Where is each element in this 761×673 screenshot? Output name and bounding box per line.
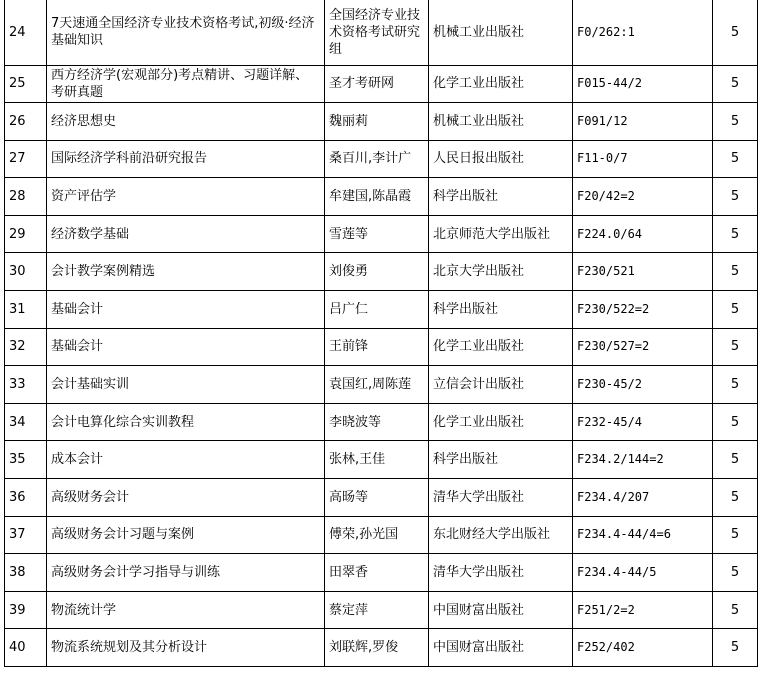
book-publisher: 立信会计出版社: [429, 366, 573, 404]
copy-count: 5: [713, 554, 758, 592]
call-number: F251/2=2: [573, 591, 713, 629]
copy-count: 5: [713, 215, 758, 253]
copy-count: 5: [713, 65, 758, 103]
call-number: F0/262:1: [573, 0, 713, 65]
book-author: 刘联辉,罗俊: [325, 629, 429, 667]
call-number: F230/521: [573, 253, 713, 291]
book-author: 张林,王佳: [325, 441, 429, 479]
book-title: 经济思想史: [47, 103, 325, 141]
book-title: 基础会计: [47, 291, 325, 329]
book-publisher: 北京大学出版社: [429, 253, 573, 291]
book-publisher: 科学出版社: [429, 441, 573, 479]
book-author: 李晓波等: [325, 403, 429, 441]
call-number: F234.4-44/4=6: [573, 516, 713, 554]
book-publisher: 科学出版社: [429, 291, 573, 329]
book-publisher: 东北财经大学出版社: [429, 516, 573, 554]
book-title: 经济数学基础: [47, 215, 325, 253]
copy-count: 5: [713, 178, 758, 216]
book-publisher: 人民日报出版社: [429, 140, 573, 178]
call-number: F252/402: [573, 629, 713, 667]
row-number: 29: [5, 215, 47, 253]
book-publisher: 化学工业出版社: [429, 328, 573, 366]
copy-count: 5: [713, 403, 758, 441]
row-number: 32: [5, 328, 47, 366]
table-row: [5, 291, 758, 329]
row-number: 40: [5, 629, 47, 667]
book-title: 7天速通全国经济专业技术资格考试,初级·经济基础知识: [47, 0, 325, 65]
copy-count: 5: [713, 291, 758, 329]
row-number: 25: [5, 65, 47, 103]
book-author: 吕广仁: [325, 291, 429, 329]
call-number: F230-45/2: [573, 366, 713, 404]
book-publisher: 机械工业出版社: [429, 0, 573, 65]
row-number: 28: [5, 178, 47, 216]
call-number: F234.2/144=2: [573, 441, 713, 479]
call-number: F232-45/4: [573, 403, 713, 441]
call-number: F230/527=2: [573, 328, 713, 366]
call-number: F234.4-44/5: [573, 554, 713, 592]
row-number: 36: [5, 479, 47, 517]
book-title: 物流系统规划及其分析设计: [47, 629, 325, 667]
table-row: [5, 140, 758, 178]
row-number: 30: [5, 253, 47, 291]
row-number: 37: [5, 516, 47, 554]
row-number: 27: [5, 140, 47, 178]
table-row: [5, 403, 758, 441]
copy-count: 5: [713, 328, 758, 366]
copy-count: 5: [713, 366, 758, 404]
copy-count: 5: [713, 516, 758, 554]
book-title: 高级财务会计学习指导与训练: [47, 554, 325, 592]
call-number: F015-44/2: [573, 65, 713, 103]
book-title: 国际经济学科前沿研究报告: [47, 140, 325, 178]
copy-count: 5: [713, 103, 758, 141]
book-author: 田翠香: [325, 554, 429, 592]
call-number: F11-0/7: [573, 140, 713, 178]
table-row: [5, 441, 758, 479]
book-author: 全国经济专业技术资格考试研究组: [325, 0, 429, 65]
copy-count: 5: [713, 140, 758, 178]
table-row: [5, 253, 758, 291]
table-row: [5, 0, 758, 65]
book-title: 物流统计学: [47, 591, 325, 629]
call-number: F20/42=2: [573, 178, 713, 216]
book-author: 牟建国,陈晶霞: [325, 178, 429, 216]
book-author: 高旸等: [325, 479, 429, 517]
call-number: F234.4/207: [573, 479, 713, 517]
row-number: 38: [5, 554, 47, 592]
table-row: [5, 591, 758, 629]
row-number: 35: [5, 441, 47, 479]
row-number: 39: [5, 591, 47, 629]
call-number: F230/522=2: [573, 291, 713, 329]
row-number: 33: [5, 366, 47, 404]
book-author: 雪莲等: [325, 215, 429, 253]
book-title: 资产评估学: [47, 178, 325, 216]
table-row: [5, 328, 758, 366]
book-author: 傅荣,孙光国: [325, 516, 429, 554]
book-author: 袁国红,周陈莲: [325, 366, 429, 404]
copy-count: 5: [713, 253, 758, 291]
book-author: 王前锋: [325, 328, 429, 366]
book-title: 会计电算化综合实训教程: [47, 403, 325, 441]
book-publisher: 北京师范大学出版社: [429, 215, 573, 253]
book-author: 桑百川,李计广: [325, 140, 429, 178]
row-number: 24: [5, 0, 47, 65]
book-publisher: 中国财富出版社: [429, 591, 573, 629]
book-title: 成本会计: [47, 441, 325, 479]
copy-count: 5: [713, 441, 758, 479]
copy-count: 5: [713, 0, 758, 65]
book-title: 西方经济学(宏观部分)考点精讲、习题详解、考研真题: [47, 65, 325, 103]
book-list-body: [5, 0, 758, 667]
book-publisher: 机械工业出版社: [429, 103, 573, 141]
call-number: F091/12: [573, 103, 713, 141]
book-author: 魏丽莉: [325, 103, 429, 141]
book-publisher: 化学工业出版社: [429, 65, 573, 103]
table-row: [5, 103, 758, 141]
book-title: 高级财务会计习题与案例: [47, 516, 325, 554]
copy-count: 5: [713, 629, 758, 667]
table-row: [5, 215, 758, 253]
table-row: [5, 516, 758, 554]
row-number: 34: [5, 403, 47, 441]
book-title: 高级财务会计: [47, 479, 325, 517]
table-row: [5, 65, 758, 103]
book-publisher: 化学工业出版社: [429, 403, 573, 441]
book-publisher: 清华大学出版社: [429, 554, 573, 592]
copy-count: 5: [713, 591, 758, 629]
book-publisher: 中国财富出版社: [429, 629, 573, 667]
row-number: 26: [5, 103, 47, 141]
table-row: [5, 629, 758, 667]
book-list-table: [4, 0, 758, 667]
book-title: 基础会计: [47, 328, 325, 366]
book-title: 会计教学案例精选: [47, 253, 325, 291]
table-row: [5, 366, 758, 404]
book-author: 圣才考研网: [325, 65, 429, 103]
book-title: 会计基础实训: [47, 366, 325, 404]
call-number: F224.0/64: [573, 215, 713, 253]
table-row: [5, 178, 758, 216]
book-publisher: 清华大学出版社: [429, 479, 573, 517]
table-row: [5, 479, 758, 517]
row-number: 31: [5, 291, 47, 329]
book-author: 刘俊勇: [325, 253, 429, 291]
book-author: 蔡定萍: [325, 591, 429, 629]
copy-count: 5: [713, 479, 758, 517]
table-row: [5, 554, 758, 592]
book-publisher: 科学出版社: [429, 178, 573, 216]
